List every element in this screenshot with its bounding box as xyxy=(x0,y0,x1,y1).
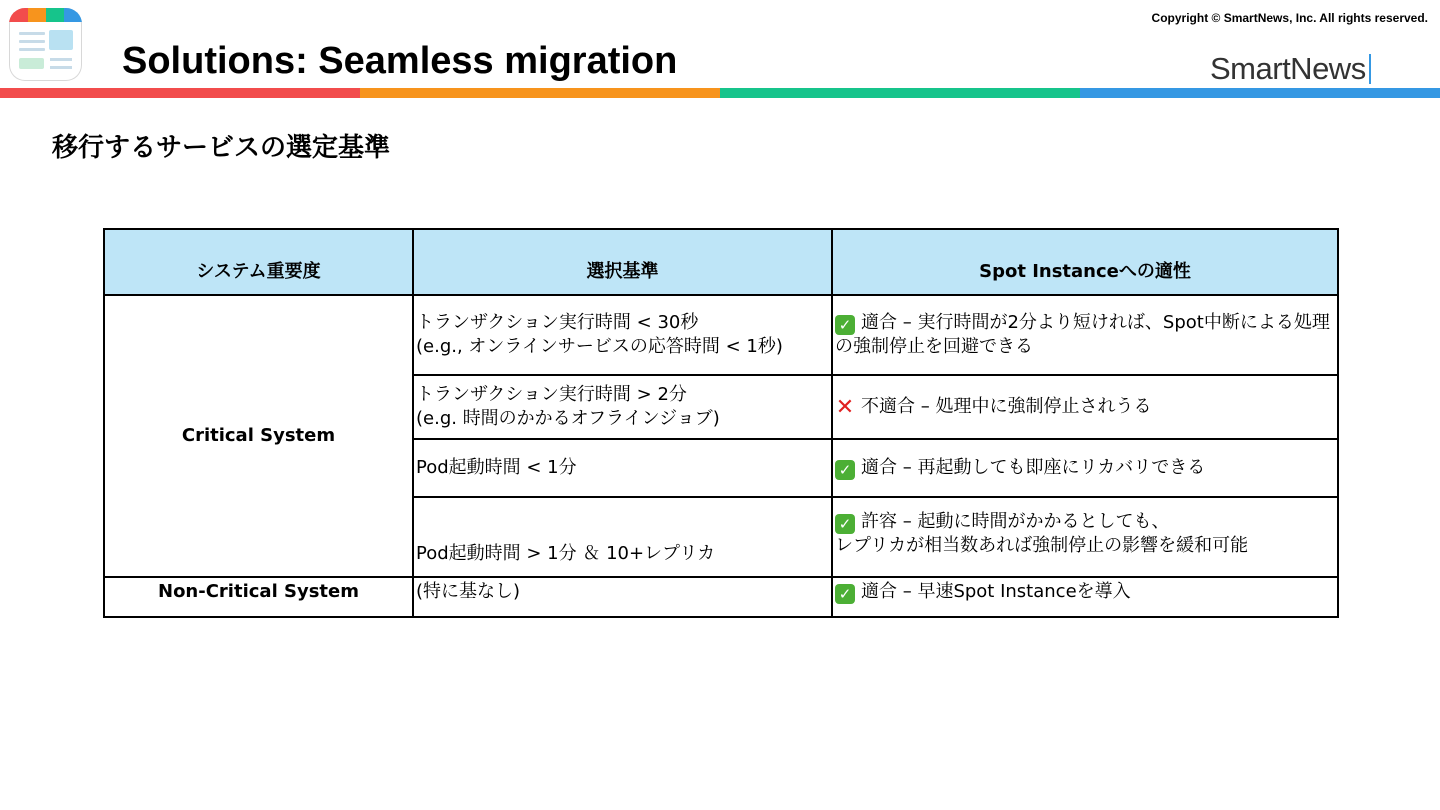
header-spot-suitability: Spot Instanceへの適性 xyxy=(832,229,1338,295)
suitability-cell xyxy=(832,439,1338,497)
suitability-cell xyxy=(832,497,1338,577)
suitability-text: 適合 – 実行時間が2分より短ければ、Spot中断による処理の強制停止を回避できる xyxy=(835,312,1330,357)
table-row xyxy=(104,577,1338,617)
check-icon: ✓ xyxy=(835,460,855,480)
suitability-text: レプリカが相当数あれば強制停止の影響を緩和可能 xyxy=(835,535,1249,556)
noncritical-system-cell: Non-Critical System xyxy=(104,577,413,617)
copyright-text: Copyright © SmartNews, Inc. All rights reserved. xyxy=(1151,11,1428,25)
criteria-cell xyxy=(413,497,832,577)
criteria-line: Pod起動時間 < 1分 xyxy=(416,457,577,478)
check-icon: ✓ xyxy=(835,315,855,335)
criteria-cell xyxy=(413,577,832,617)
color-stripe xyxy=(0,88,1440,98)
suitability-cell xyxy=(832,375,1338,439)
brand-caret xyxy=(1369,54,1371,84)
criteria-line: (e.g., オンラインサービスの応答時間 < 1秒) xyxy=(416,336,783,357)
suitability-cell xyxy=(832,577,1338,617)
cross-icon: ✕ xyxy=(835,395,855,420)
criteria-cell xyxy=(413,439,832,497)
check-icon: ✓ xyxy=(835,584,855,604)
criteria-line: (e.g. 時間のかかるオフラインジョブ) xyxy=(416,408,720,429)
critical-system-cell: Critical System xyxy=(104,295,413,577)
header-criteria: 選択基準 xyxy=(413,229,832,295)
slide-title: Solutions: Seamless migration xyxy=(122,40,678,82)
logo-line xyxy=(19,32,45,35)
logo-line xyxy=(50,66,72,69)
stripe-green xyxy=(720,88,1080,98)
logo-box xyxy=(49,30,73,50)
suitability-text: 適合 – 早速Spot Instanceを導入 xyxy=(861,581,1131,602)
table-header-row xyxy=(104,229,1338,295)
brand-text: SmartNews xyxy=(1210,51,1366,86)
logo-band-orange xyxy=(28,8,46,22)
logo-green-box xyxy=(19,58,44,69)
header-system-importance: システム重要度 xyxy=(104,229,413,295)
suitability-cell xyxy=(832,295,1338,375)
suitability-text: 不適合 – 処理中に強制停止されうる xyxy=(861,396,1152,417)
criteria-table xyxy=(103,228,1339,618)
table-row xyxy=(104,295,1338,375)
suitability-text: 適合 – 再起動しても即座にリカバリできる xyxy=(861,457,1206,478)
stripe-blue xyxy=(1080,88,1440,98)
app-logo xyxy=(9,8,82,81)
logo-line xyxy=(19,48,45,51)
section-subtitle: 移行するサービスの選定基準 xyxy=(52,133,391,163)
stripe-red xyxy=(0,88,360,98)
criteria-line: (特に基なし) xyxy=(416,581,521,602)
criteria-cell xyxy=(413,375,832,439)
check-icon: ✓ xyxy=(835,514,855,534)
criteria-line: トランザクション実行時間 < 30秒 xyxy=(416,312,699,333)
logo-band-blue xyxy=(64,8,82,22)
brand-wordmark xyxy=(1210,50,1371,88)
suitability-text: 許容 – 起動に時間がかかるとしても、 xyxy=(861,511,1170,532)
logo-band-red xyxy=(9,8,28,22)
criteria-cell xyxy=(413,295,832,375)
logo-line xyxy=(50,58,72,61)
stripe-orange xyxy=(360,88,720,98)
criteria-line: トランザクション実行時間 > 2分 xyxy=(416,384,687,405)
criteria-line: Pod起動時間 > 1分 ＆ 10+レプリカ xyxy=(416,543,716,564)
logo-line xyxy=(19,40,45,43)
logo-band-green xyxy=(46,8,64,22)
